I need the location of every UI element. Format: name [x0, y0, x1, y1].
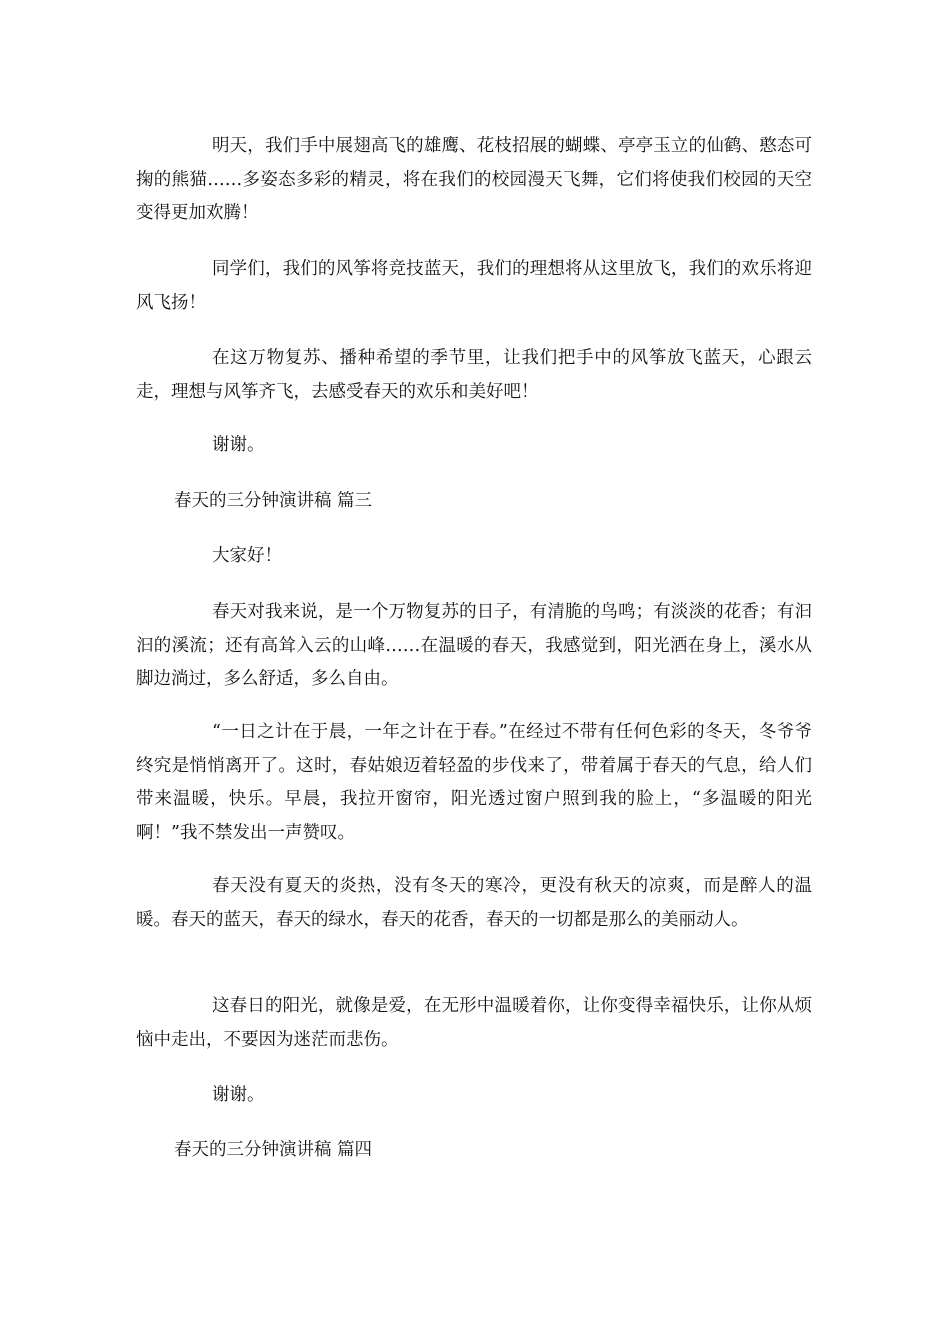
paragraph-season-hope: 在这万物复苏、播种希望的季节里，让我们把手中的风筝放飞蓝天，心跟云走，理想与风筝齐飞，去感受春天的欢乐和美好吧！	[136, 348, 812, 402]
paragraph-thanks-2: 谢谢。	[212, 1085, 265, 1105]
paragraph-spring-sunshine: 这春日的阳光，就像是爱，在无形中温暖着你，让你变得幸福快乐，让你从烦恼中走出，不要因为迷茫而悲伤。	[136, 996, 812, 1050]
paragraph-spring-renewal: 春天对我来说，是一个万物复苏的日子，有清脆的鸟鸣；有淡淡的花香；有汩汩的溪流；还有高耸入云的山峰……在温暖的春天，我感觉到，阳光洒在身上，溪水从脚边淌过，多么舒适，多么自由。	[136, 602, 812, 689]
section-heading-part-three: 春天的三分钟演讲稿 篇三	[174, 491, 373, 511]
section-heading-part-four: 春天的三分钟演讲稿 篇四	[174, 1140, 373, 1160]
paragraph-spring-morning: “一日之计在于晨，一年之计在于春。”在经过不带有任何色彩的冬天，冬爷爷终究是悄悄离开了。这时，春姑娘迈着轻盈的步伐来了，带着属于春天的气息，给人们带来温暖，快乐。早晨，我拉开窗帘，阳光透过窗户照到我的脸上，“多温暖的阳光啊！”我不禁发出一声赞叹。	[136, 722, 812, 843]
paragraph-thanks-1: 谢谢。	[212, 435, 265, 455]
paragraph-kites-tomorrow: 明天，我们手中展翅高飞的雄鹰、花枝招展的蝴蝶、亭亭玉立的仙鹤、憨态可掬的熊猫……多姿态多彩的精灵，将在我们的校园漫天飞舞，它们将使我们校园的天空变得更加欢腾！	[136, 136, 812, 223]
paragraph-kites-students: 同学们，我们的风筝将竞技蓝天，我们的理想将从这里放飞，我们的欢乐将迎风飞扬！	[136, 259, 812, 313]
paragraph-spring-warmth: 春天没有夏天的炎热，没有冬天的寒冷，更没有秋天的凉爽，而是醉人的温暖。春天的蓝天，春天的绿水，春天的花香，春天的一切都是那么的美丽动人。	[136, 876, 812, 930]
paragraph-greeting: 大家好！	[212, 546, 282, 566]
